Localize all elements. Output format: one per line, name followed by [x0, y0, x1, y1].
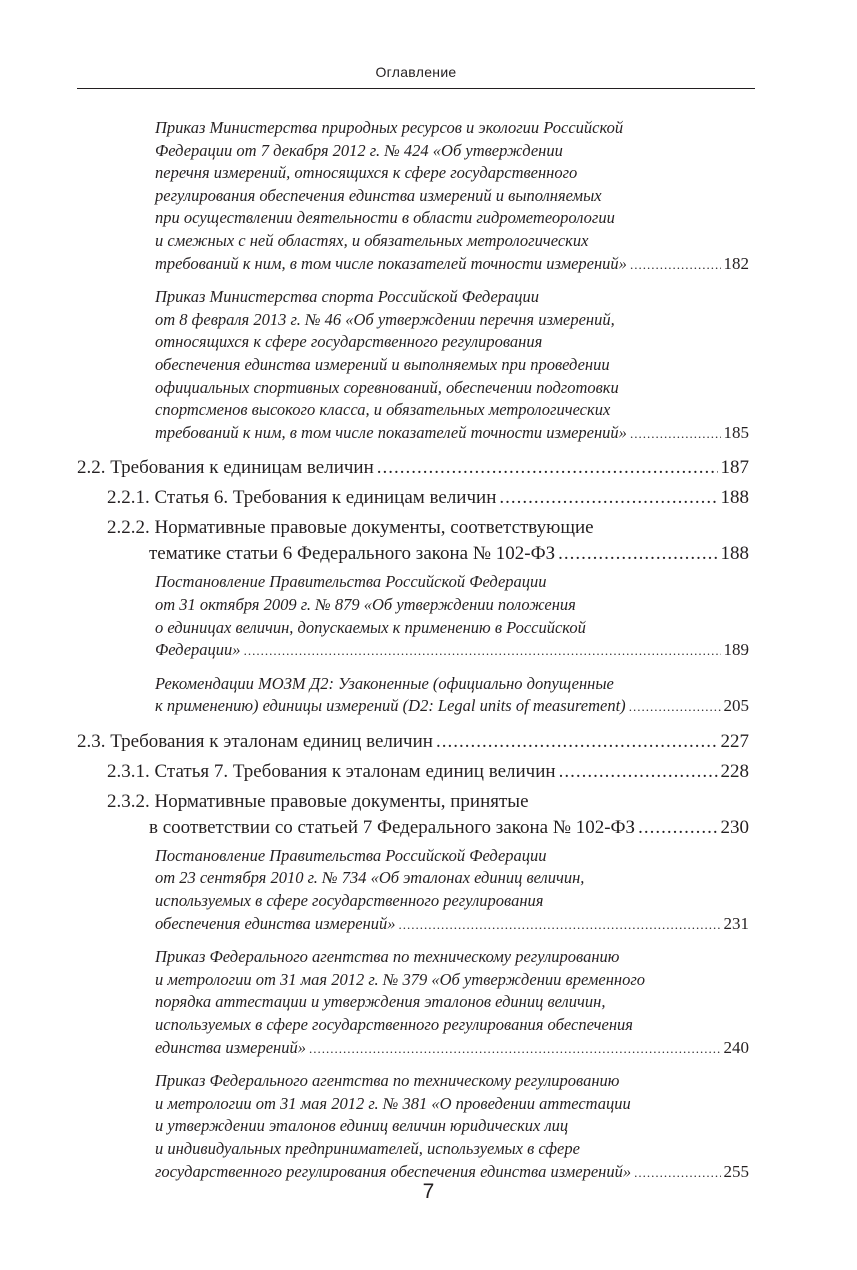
toc-entry-document[interactable]: [155, 845, 749, 936]
toc-entry-title: тематике статьи 6 Федерального закона № 102-ФЗ: [149, 543, 556, 565]
toc-entry-line: Приказ Министерства природных ресурсов и экологии Российской: [155, 118, 624, 137]
toc-entry-document[interactable]: [155, 571, 749, 662]
toc-entry-document[interactable]: [155, 1070, 749, 1184]
toc-page-number: 255: [723, 1161, 749, 1181]
toc-page-number: 182: [723, 253, 749, 273]
running-head: Оглавление: [375, 64, 457, 80]
toc-entry-title: 2.3. Требования к эталонам единиц величин: [77, 730, 433, 752]
toc-entry-line: о единицах величин, допускаемых к применению в Российской: [155, 617, 586, 637]
dot-leader: [558, 541, 717, 567]
toc-entry-line: от 8 февраля 2013 г. № 46 «Об утверждении перечня измерений,: [155, 309, 615, 329]
toc-page-number: 185: [723, 422, 749, 442]
toc-entry-last-line: [77, 455, 749, 481]
toc-entry-title: единства измерений»: [155, 1037, 306, 1057]
toc-entry-title: требований к ним, в том числе показателей точности измерений»: [155, 253, 627, 273]
toc-page-number: 188: [720, 543, 749, 565]
toc-entry-line: 2.3.2. Нормативные правовые документы, принятые: [107, 790, 529, 812]
toc-entry-line: спортсменов высокого класса, и обязательных метрологических: [155, 400, 611, 420]
toc-entry-title: 2.3.1. Статья 7. Требования к эталонам единиц величин: [107, 760, 556, 782]
toc-page-number: 231: [723, 913, 749, 933]
toc-entry-line: от 23 сентября 2010 г. № 734 «Об эталонах единиц величин,: [155, 868, 585, 888]
toc-entry-subsection[interactable]: [107, 515, 749, 567]
page-number: 7: [422, 1180, 435, 1203]
toc-entry-last-line: [155, 1037, 749, 1061]
toc-entry-title: государственного регулирования обеспечения единства измерений»: [155, 1161, 632, 1181]
toc-entry-subsection[interactable]: [107, 789, 749, 841]
toc-entry-document[interactable]: [155, 286, 749, 445]
toc-entry-line: и метрологии от 31 мая 2012 г. № 381 «О проведении аттестации: [155, 1093, 631, 1113]
toc-entry-title: 2.2. Требования к единицам величин: [77, 457, 374, 479]
dot-leader: [244, 640, 721, 663]
toc-entry-title: Федерации»: [155, 640, 241, 660]
toc-entry-line: относящихся к сфере государственного регулирования: [155, 332, 543, 352]
toc-entry-last-line: [155, 422, 749, 446]
toc-entry-subsection[interactable]: [107, 485, 749, 511]
toc-entry-line: от 31 октября 2009 г. № 879 «Об утверждении положения: [155, 594, 576, 614]
toc-entry-last-line: [107, 815, 749, 841]
toc-entry-line: Приказ Министерства спорта Российской Федерации: [155, 287, 540, 307]
toc-entry-line: и утверждении эталонов единиц величин юридических лиц: [155, 1116, 569, 1136]
toc-entry-title: требований к ним, в том числе показателей точности измерений»: [155, 422, 627, 442]
table-of-contents: [0, 117, 857, 1194]
toc-entry-last-line: [107, 759, 749, 785]
toc-entry-section[interactable]: [77, 729, 749, 755]
dot-leader: [399, 914, 721, 937]
toc-entry-last-line: [155, 253, 749, 277]
toc-page-number: 187: [720, 457, 749, 479]
toc-entry-last-line: [77, 729, 749, 755]
toc-entry-line: 2.2.2. Нормативные правовые документы, соответствующие: [107, 517, 594, 539]
dot-leader: [309, 1038, 721, 1061]
toc-entry-title: к применению) единицы измерений (D2: Legal units of measurement): [155, 696, 626, 716]
toc-entry-title: обеспечения единства измерений»: [155, 913, 396, 933]
toc-page-number: 227: [720, 730, 749, 752]
toc-entry-last-line: [155, 639, 749, 663]
toc-page-number: 205: [723, 696, 749, 716]
toc-page-number: 188: [720, 487, 749, 509]
toc-entry-line: и метрологии от 31 мая 2012 г. № 379 «Об утверждении временного: [155, 969, 646, 989]
toc-entry-document[interactable]: [155, 117, 749, 276]
toc-entry-last-line: [155, 695, 749, 719]
toc-page-number: 189: [723, 640, 749, 660]
toc-entry-document[interactable]: [155, 673, 749, 719]
toc-entry-line: и смежных с ней областях, и обязательных метрологических: [155, 230, 589, 250]
toc-entry-line: Приказ Федерального агентства по техническому регулированию: [155, 1071, 620, 1091]
dot-leader: [499, 485, 717, 511]
toc-entry-title: в соответствии со статьей 7 Федерального закона № 102-ФЗ: [149, 816, 636, 838]
dot-leader: [436, 729, 718, 755]
toc-entry-last-line: [107, 541, 749, 567]
toc-entry-line: Постановление Правительства Российской Федерации: [155, 572, 547, 592]
toc-entry-line: и индивидуальных предпринимателей, используемых в сфере: [155, 1139, 580, 1158]
header-rule: [77, 88, 755, 89]
toc-entry-line: обеспечения единства измерений и выполняемых при проведении: [155, 354, 610, 374]
toc-entry-line: официальных спортивных соревнований, обеспечении подготовки: [155, 377, 619, 397]
toc-entry-line: при осуществлении деятельности в области гидрометеорологии: [155, 208, 615, 228]
dot-leader: [377, 455, 718, 481]
toc-entry-line: Приказ Федерального агентства по техническому регулированию: [155, 947, 620, 967]
toc-entry-line: Рекомендации МОЗМ Д2: Узаконенные (официально допущенные: [155, 673, 614, 693]
dot-leader: [630, 423, 721, 446]
toc-entry-last-line: [155, 913, 749, 937]
toc-entry-line: Постановление Правительства Российской Федерации: [155, 845, 547, 865]
toc-entry-line: Федерации от 7 декабря 2012 г. № 424 «Об утверждении: [155, 140, 563, 160]
toc-entry-line: используемых в сфере государственного регулирования: [155, 891, 544, 911]
dot-leader: [559, 759, 718, 785]
toc-entry-section[interactable]: [77, 455, 749, 481]
toc-entry-title: 2.2.1. Статья 6. Требования к единицам величин: [107, 487, 497, 509]
toc-entry-document[interactable]: [155, 946, 749, 1060]
toc-page-number: 228: [720, 760, 749, 782]
toc-entry-last-line: [107, 485, 749, 511]
toc-page-number: 230: [720, 816, 749, 838]
toc-page-number: 240: [723, 1037, 749, 1057]
dot-leader: [638, 815, 717, 841]
toc-entry-subsection[interactable]: [107, 759, 749, 785]
toc-entry-line: порядка аттестации и утверждения эталонов единиц величин,: [155, 992, 606, 1012]
dot-leader: [629, 696, 721, 719]
toc-entry-line: используемых в сфере государственного регулирования обеспечения: [155, 1015, 633, 1035]
toc-entry-line: регулирования обеспечения единства измерений и выполняемых: [155, 185, 602, 205]
toc-entry-line: перечня измерений, относящихся к сфере государственного: [155, 163, 578, 183]
dot-leader: [630, 254, 721, 277]
